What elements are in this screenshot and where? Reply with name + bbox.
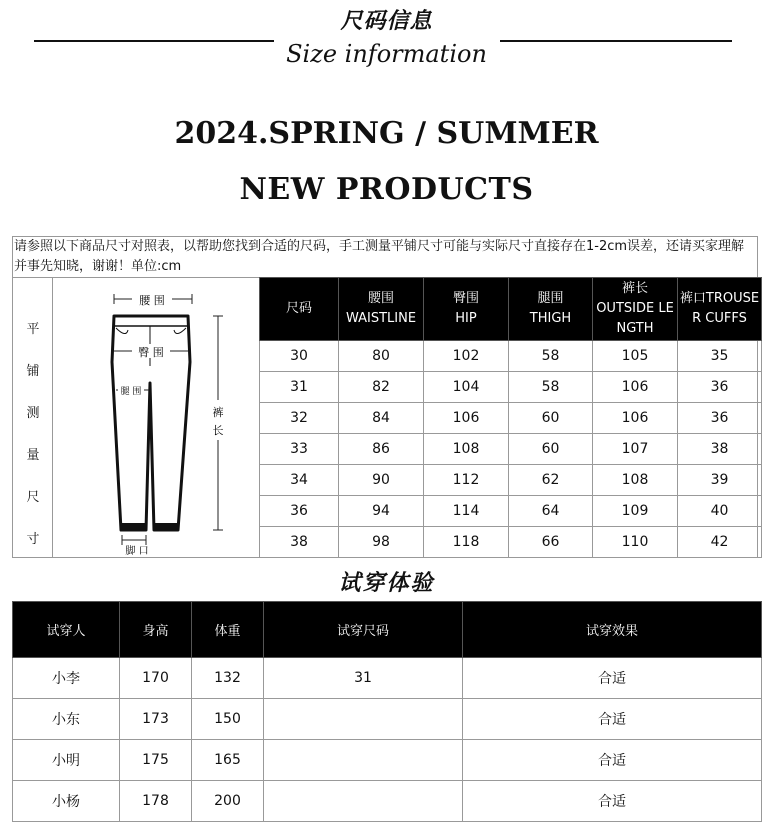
cell: 合适 <box>463 658 762 699</box>
cell: 40 <box>678 496 762 527</box>
cell: 小李 <box>13 658 120 699</box>
header-fit: 试穿效果 <box>463 602 762 658</box>
cell: 112 <box>424 465 509 496</box>
size-table <box>259 277 762 558</box>
table-row <box>260 403 762 434</box>
side-label-char: 量 <box>26 448 40 463</box>
cell: 106 <box>593 403 678 434</box>
header-height: 身高 <box>120 602 192 658</box>
diagram-length-label: 长 <box>212 424 224 437</box>
table-row <box>260 434 762 465</box>
try-on-table <box>12 601 762 822</box>
cell: 36 <box>260 496 339 527</box>
new-products-heading: NEW PRODUCTS <box>239 172 534 207</box>
diagram-length-label: 裤 <box>212 406 224 419</box>
diagram-hip-label: 臀 围 <box>138 346 164 359</box>
measurement-note: 请参照以下商品尺寸对照表，以帮助您找到合适的尺码，手工测量平铺尺寸可能与实际尺寸直接存在1-2cm误差，还请买家理解并事先知晓，谢谢！单位:cm <box>12 236 758 277</box>
cell: 82 <box>339 372 424 403</box>
table-row <box>260 496 762 527</box>
size-table-header <box>260 278 762 341</box>
diagram-thigh-label: 腿 围 <box>120 387 142 397</box>
cell: 58 <box>509 372 593 403</box>
cell: 58 <box>509 341 593 372</box>
cell: 66 <box>509 527 593 558</box>
cell: 小东 <box>13 699 120 740</box>
cell: 200 <box>192 781 264 822</box>
table-row <box>260 465 762 496</box>
cell: 33 <box>260 434 339 465</box>
cell: 36 <box>678 372 762 403</box>
cell: 86 <box>339 434 424 465</box>
cell: 178 <box>120 781 192 822</box>
side-label-char: 寸 <box>26 532 40 547</box>
cell: 104 <box>424 372 509 403</box>
cell: 108 <box>424 434 509 465</box>
cell: 109 <box>593 496 678 527</box>
cell: 小明 <box>13 740 120 781</box>
cell: 150 <box>192 699 264 740</box>
cell: 108 <box>593 465 678 496</box>
diagram-cuff-label: 脚 口 <box>125 546 149 557</box>
cell: 175 <box>120 740 192 781</box>
table-row <box>260 527 762 558</box>
table-row <box>260 372 762 403</box>
cell: 62 <box>509 465 593 496</box>
header-hip: 臀围 HIP <box>424 278 509 341</box>
cell: 60 <box>509 434 593 465</box>
cell: 35 <box>678 341 762 372</box>
try-on-header <box>13 602 762 658</box>
cell: 39 <box>678 465 762 496</box>
cell: 170 <box>120 658 192 699</box>
side-label-char: 平 <box>26 322 40 337</box>
table-row <box>13 781 762 822</box>
side-label-char: 测 <box>26 406 40 421</box>
cell: 132 <box>192 658 264 699</box>
cell: 114 <box>424 496 509 527</box>
trousers-diagram <box>54 278 259 557</box>
cell: 106 <box>593 372 678 403</box>
cell: 60 <box>509 403 593 434</box>
season-heading: 2024.SPRING / SUMMER <box>174 116 599 151</box>
cell: 38 <box>260 527 339 558</box>
header-person: 试穿人 <box>13 602 120 658</box>
side-label <box>13 278 53 557</box>
table-row <box>13 658 762 699</box>
cell: 102 <box>424 341 509 372</box>
cell: 30 <box>260 341 339 372</box>
cell: 107 <box>593 434 678 465</box>
cell: 42 <box>678 527 762 558</box>
try-on-title: 试穿体验 <box>338 571 435 596</box>
header-cuffs: 裤口TROUSE R CUFFS <box>678 278 762 341</box>
side-label-char: 尺 <box>26 490 40 505</box>
cell: 合适 <box>463 781 762 822</box>
header-waist: 腰围 WAISTLINE <box>339 278 424 341</box>
header-weight: 体重 <box>192 602 264 658</box>
title-cn: 尺码信息 <box>340 9 433 34</box>
cell: 84 <box>339 403 424 434</box>
cell: 80 <box>339 341 424 372</box>
cell: 36 <box>678 403 762 434</box>
diagram-waist-label: 腰 围 <box>139 294 165 307</box>
table-row <box>13 699 762 740</box>
cell: 90 <box>339 465 424 496</box>
cell: 合适 <box>463 699 762 740</box>
header-try-size: 试穿尺码 <box>264 602 463 658</box>
cell: 98 <box>339 527 424 558</box>
cell: 110 <box>593 527 678 558</box>
header-thigh: 腿围 THIGH <box>509 278 593 341</box>
title-en: Size information <box>286 40 487 68</box>
header-length: 裤长 OUTSIDE LE NGTH <box>593 278 678 341</box>
cell <box>264 699 463 740</box>
cell: 31 <box>260 372 339 403</box>
header-size: 尺码 <box>260 278 339 341</box>
cell: 小杨 <box>13 781 120 822</box>
side-label-char: 铺 <box>26 364 40 379</box>
cell: 合适 <box>463 740 762 781</box>
cell: 106 <box>424 403 509 434</box>
table-row <box>13 740 762 781</box>
cell: 165 <box>192 740 264 781</box>
cell <box>264 781 463 822</box>
cell: 34 <box>260 465 339 496</box>
cell: 173 <box>120 699 192 740</box>
cell: 64 <box>509 496 593 527</box>
cell: 105 <box>593 341 678 372</box>
cell: 118 <box>424 527 509 558</box>
cell: 32 <box>260 403 339 434</box>
cell: 94 <box>339 496 424 527</box>
cell: 31 <box>264 658 463 699</box>
cell <box>264 740 463 781</box>
table-row <box>260 341 762 372</box>
cell: 38 <box>678 434 762 465</box>
